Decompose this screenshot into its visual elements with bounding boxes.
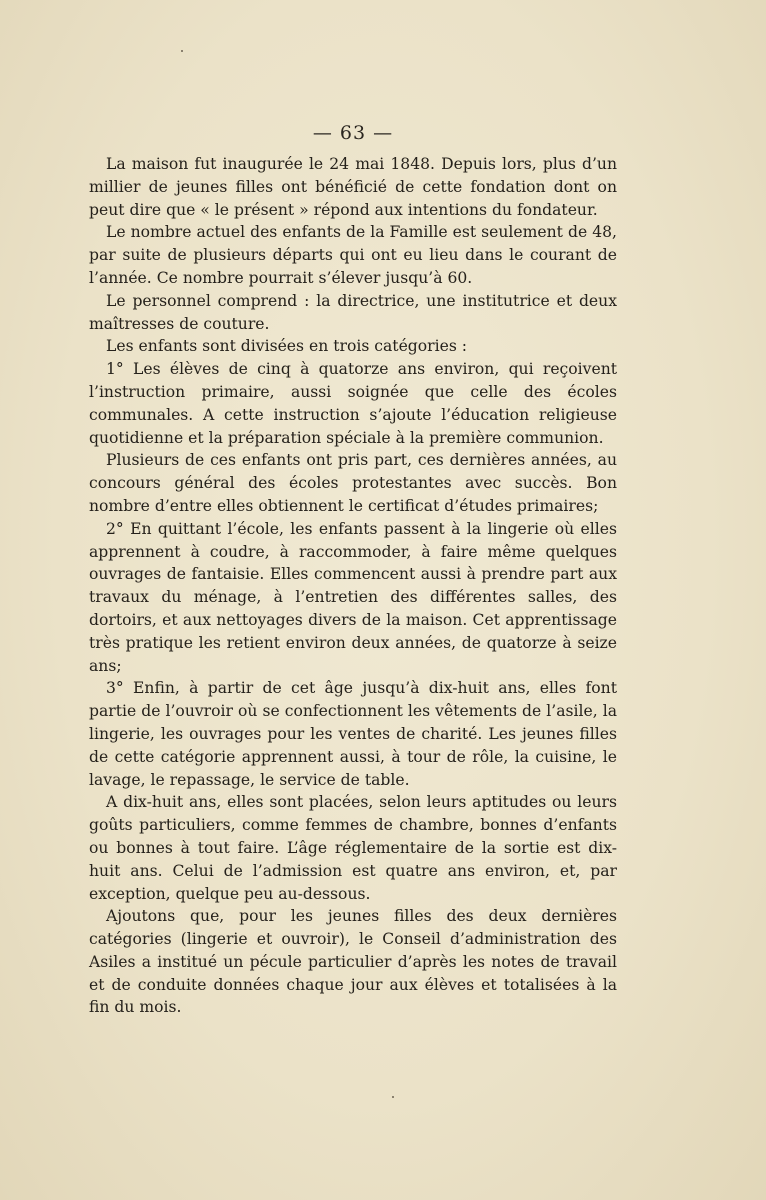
paragraph-category-3: 3° Enfin, à partir de cet âge jusqu’à dix-huit ans, elles font partie de l’ouvroir où se confectionnent les vêtements de l’asile, la lingerie, les ouvrages pour les ventes de charité. Les jeunes filles de cette catégorie apprennent aussi, à tour de rôle, la cuisine, le lavage, le repassage, le service de table.	[89, 679, 617, 789]
paragraph-competition: Plusieurs de ces enfants ont pris part, ces dernières années, au concours général des écoles protestantes avec succès. Bon nombre d’entre elles obtiennent le certificat d’études primaires;	[89, 451, 617, 515]
body-text	[89, 153, 617, 1019]
paragraph-staff: Le personnel comprend : la directrice, une institutrice et deux maîtresses de couture.	[89, 291, 617, 333]
paragraph-savings: Ajoutons que, pour les jeunes filles des deux dernières catégories (lingerie et ouvroir), le Conseil d’administration des Asiles a institué un pécule particulier d’après les notes de travail et de conduite données chaque jour aux élèves et totalisées à la fin du mois.	[89, 907, 617, 1017]
paragraph-category-2: 2° En quittant l’école, les enfants passent à la lingerie où elles apprennent à coudre, à raccommoder, à faire même quelques ouvrages de fantaisie. Elles commencent aussi à prendre part aux travaux du ménage, à l’entretien des différentes salles, des dortoirs, et aux nettoyages divers de la maison. Cet apprentissage très pratique les retient environ deux années, de quatorze à seize ans;	[89, 519, 617, 675]
paper-speck	[181, 50, 183, 52]
paragraph-placement: A dix-huit ans, elles sont placées, selon leurs aptitudes ou leurs goûts particuliers, comme femmes de chambre, bonnes d’enfants ou bonnes à tout faire. L’âge réglementaire de la sortie est dix-huit ans. Celui de l’admission est quatre ans environ, et, par exception, quelque peu au-dessous.	[89, 793, 617, 903]
paper-speck	[392, 1096, 394, 1098]
paragraph-category-1: 1° Les élèves de cinq à quatorze ans environ, qui reçoivent l’instruction primaire, aussi soignée que celle des écoles communales. A cette instruction s’ajoute l’éducation religieuse quotidienne et la préparation spéciale à la première communion.	[89, 360, 617, 447]
paragraph-categories-intro: Les enfants sont divisées en trois catégories :	[106, 337, 468, 356]
paragraph-inauguration: La maison fut inaugurée le 24 mai 1848. Depuis lors, plus d’un millier de jeunes filles ont bénéficié de cette fondation dont on peut dire que « le présent » répond aux intentions du fondateur.	[89, 155, 617, 219]
paragraph-number-of-children: Le nombre actuel des enfants de la Famille est seulement de 48, par suite de plusieurs départs qui ont eu lieu dans le courant de l’année. Ce nombre pourrait s’élever jusqu’à 60.	[89, 223, 617, 287]
page-number: — 63 —	[312, 122, 394, 144]
